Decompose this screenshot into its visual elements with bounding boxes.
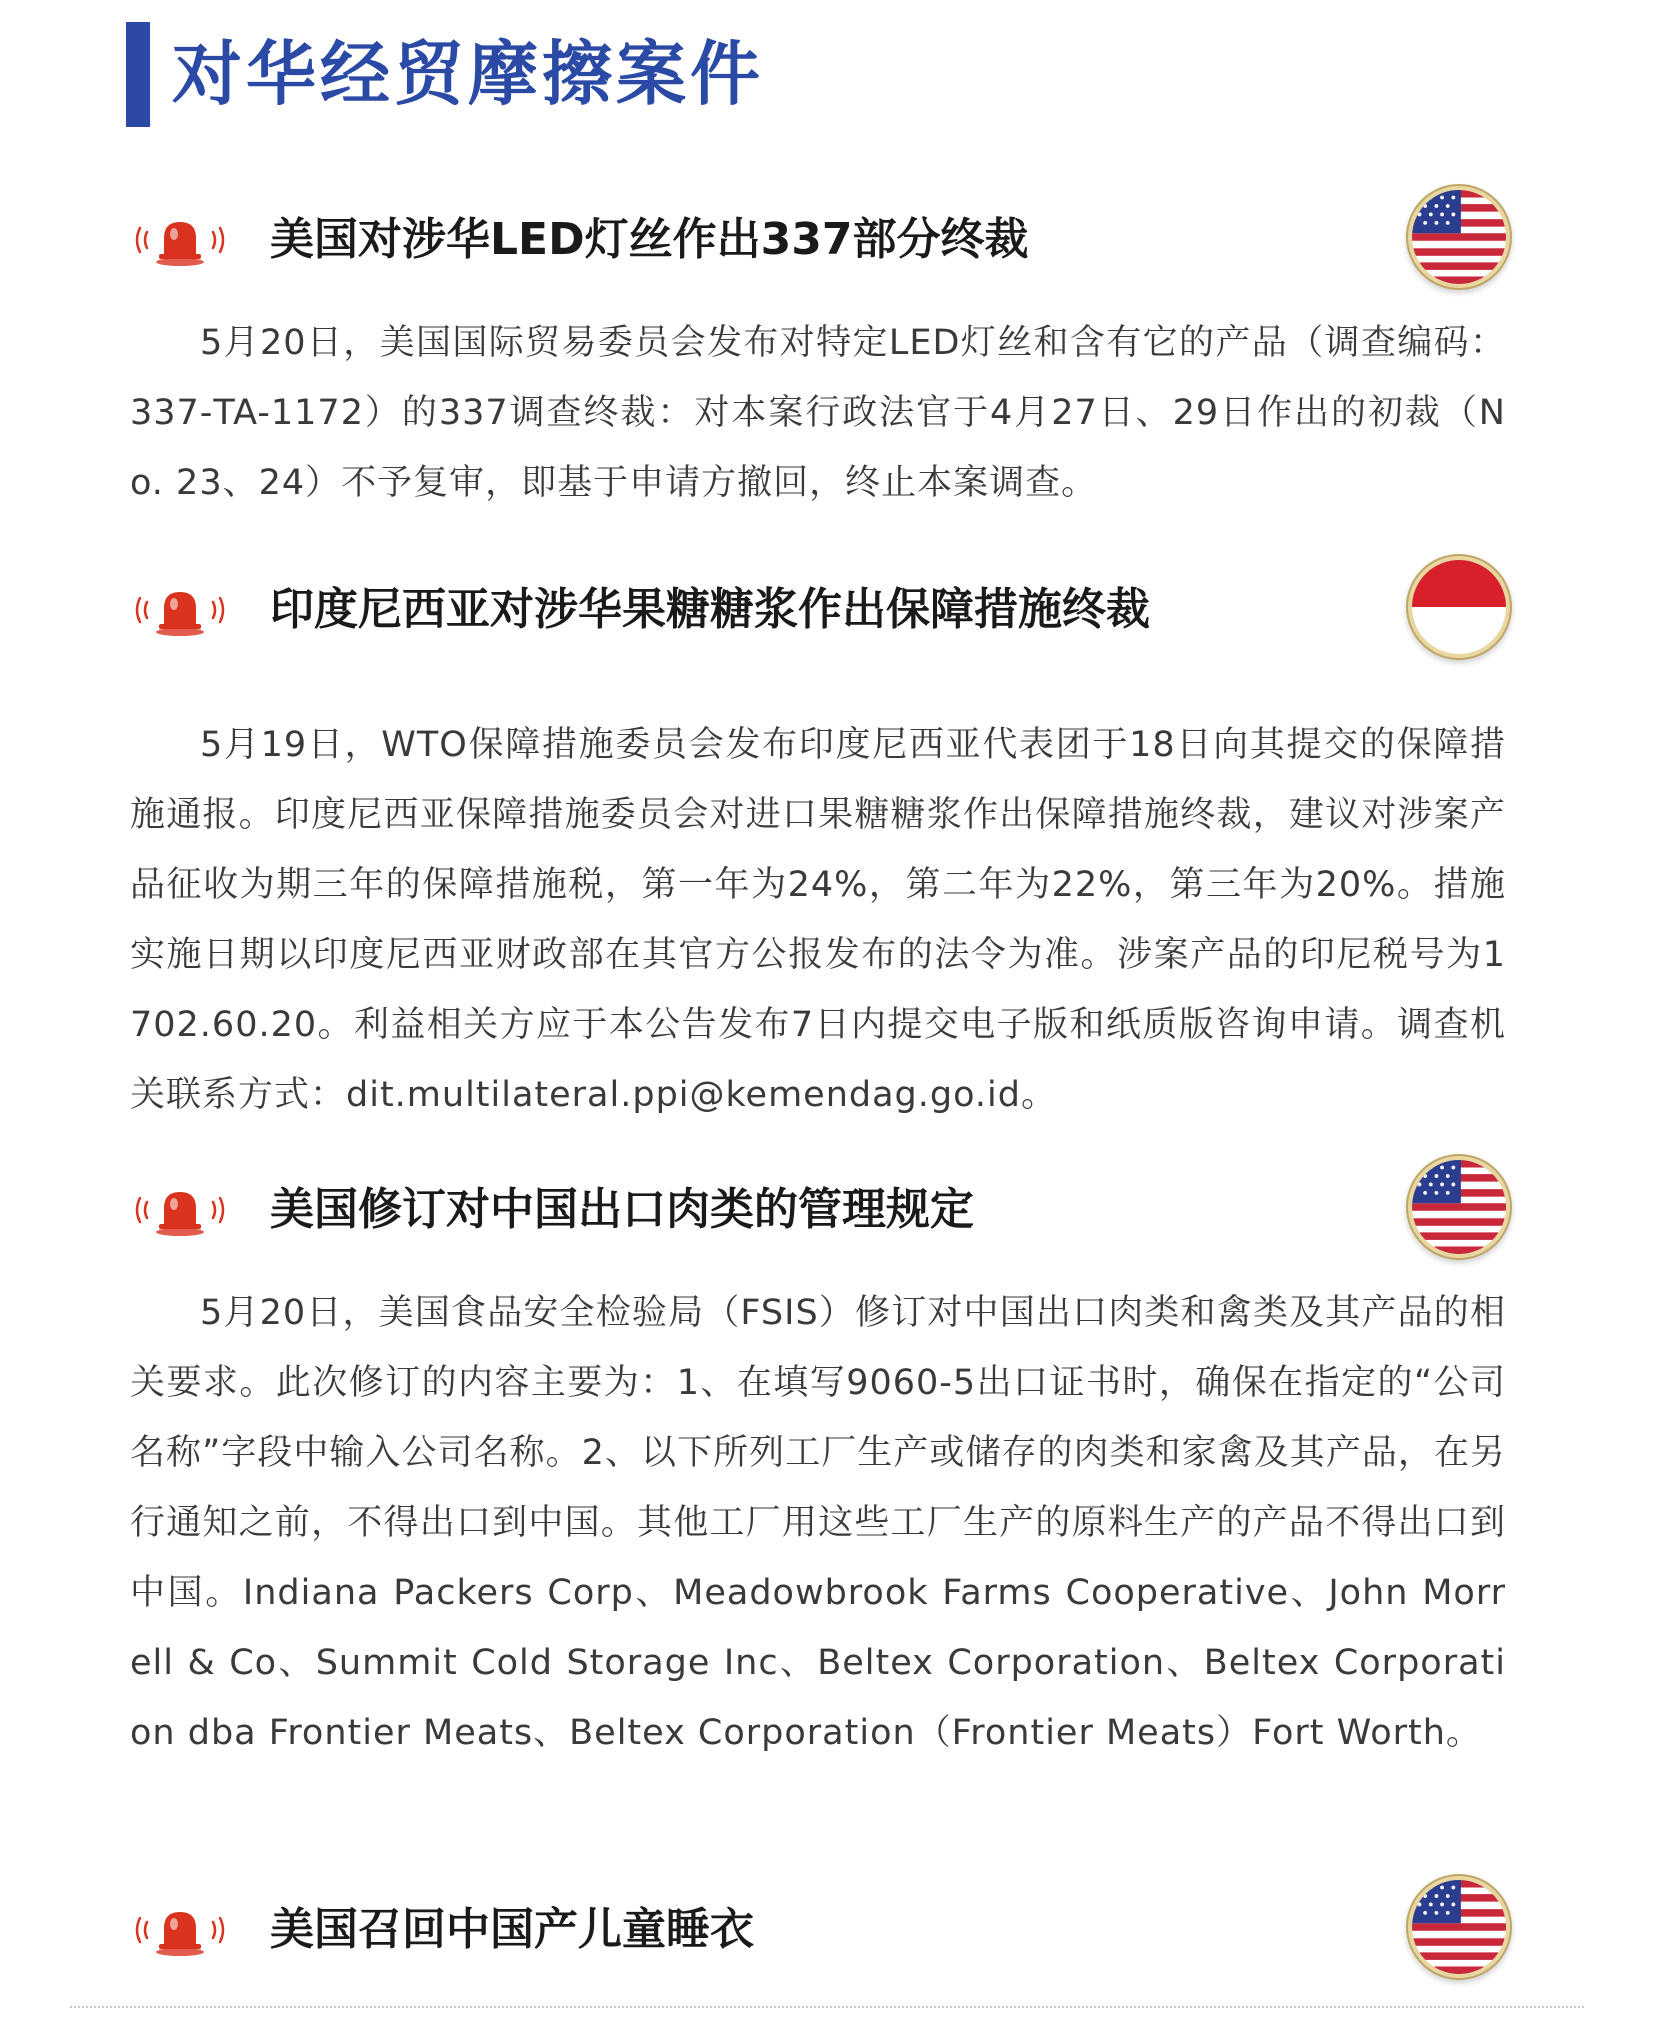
news-item-header [130,1880,1506,1980]
news-item-header [130,1160,1506,1260]
news-item [130,1160,1506,1768]
news-item-title: 美国修订对中国出口肉类的管理规定 [270,1184,974,1235]
alarm-bell-icon [130,1902,230,1958]
news-item-body: 5月20日，美国国际贸易委员会发布对特定LED灯丝和含有它的产品（调查编码：337-TA-1172）的337调查终裁：对本案行政法官于4月27日、29日作出的初裁（No. 23、24）不予复审，即基于申请方撤回，终止本案调查。 [130,323,1506,503]
news-item-body: 5月19日，WTO保障措施委员会发布印度尼西亚代表团于18日向其提交的保障措施通报。印度尼西亚保障措施委员会对进口果糖糖浆作出保障措施终裁，建议对涉案产品征收为期三年的保障措施税，第一年为24%，第二年为22%，第三年为20%。措施实施日期以印度尼西亚财政部在其官方公报发布的法令为准。涉案产品的印尼税号为1702.60.20。利益相关方应于本公告发布7日内提交电子版和纸质版咨询申请。调查机关联系方式：dit.multilateral.ppi@kemendag.go.id。 [130,725,1506,1115]
news-item-body: 5月20日，美国食品安全检验局（FSIS）修订对中国出口肉类和禽类及其产品的相关要求。此次修订的内容主要为：1、在填写9060-5出口证书时，确保在指定的“公司名称”字段中输入公司名称。2、以下所列工厂生产或储存的肉类和家禽及其产品，在另行通知之前，不得出口到中国。其他工厂用这些工厂生产的原料生产的产品不得出口到中国。Indiana Packers Corp、Meadowbrook Farms Cooperative、John Morrell & Co、Summit Cold Storage Inc、Beltex Corporation、Beltex Corporation dba Frontier Meats、Beltex Corporation（Frontier Meats）Fort Worth。 [130,1293,1506,1753]
news-item [130,1880,1506,1980]
us-flag-icon [1412,190,1506,284]
news-item-header [130,560,1506,660]
news-item-title: 印度尼西亚对涉华果糖糖浆作出保障措施终裁 [270,584,1150,635]
news-item [130,190,1506,518]
indonesia-flag-icon [1412,560,1506,654]
bottom-divider [70,2006,1584,2008]
news-item-title: 美国对涉华LED灯丝作出337部分终裁 [270,214,1029,265]
page-title: 对华经贸摩擦案件 [172,33,764,115]
header-accent-bar [126,22,150,127]
alarm-bell-icon [130,212,230,268]
us-flag-icon [1412,1160,1506,1254]
news-item [130,560,1506,1130]
section-header [126,22,764,127]
news-item-header [130,190,1506,290]
alarm-bell-icon [130,582,230,638]
news-item-title: 美国召回中国产儿童睡衣 [270,1904,754,1955]
us-flag-icon [1412,1880,1506,1974]
alarm-bell-icon [130,1182,230,1238]
